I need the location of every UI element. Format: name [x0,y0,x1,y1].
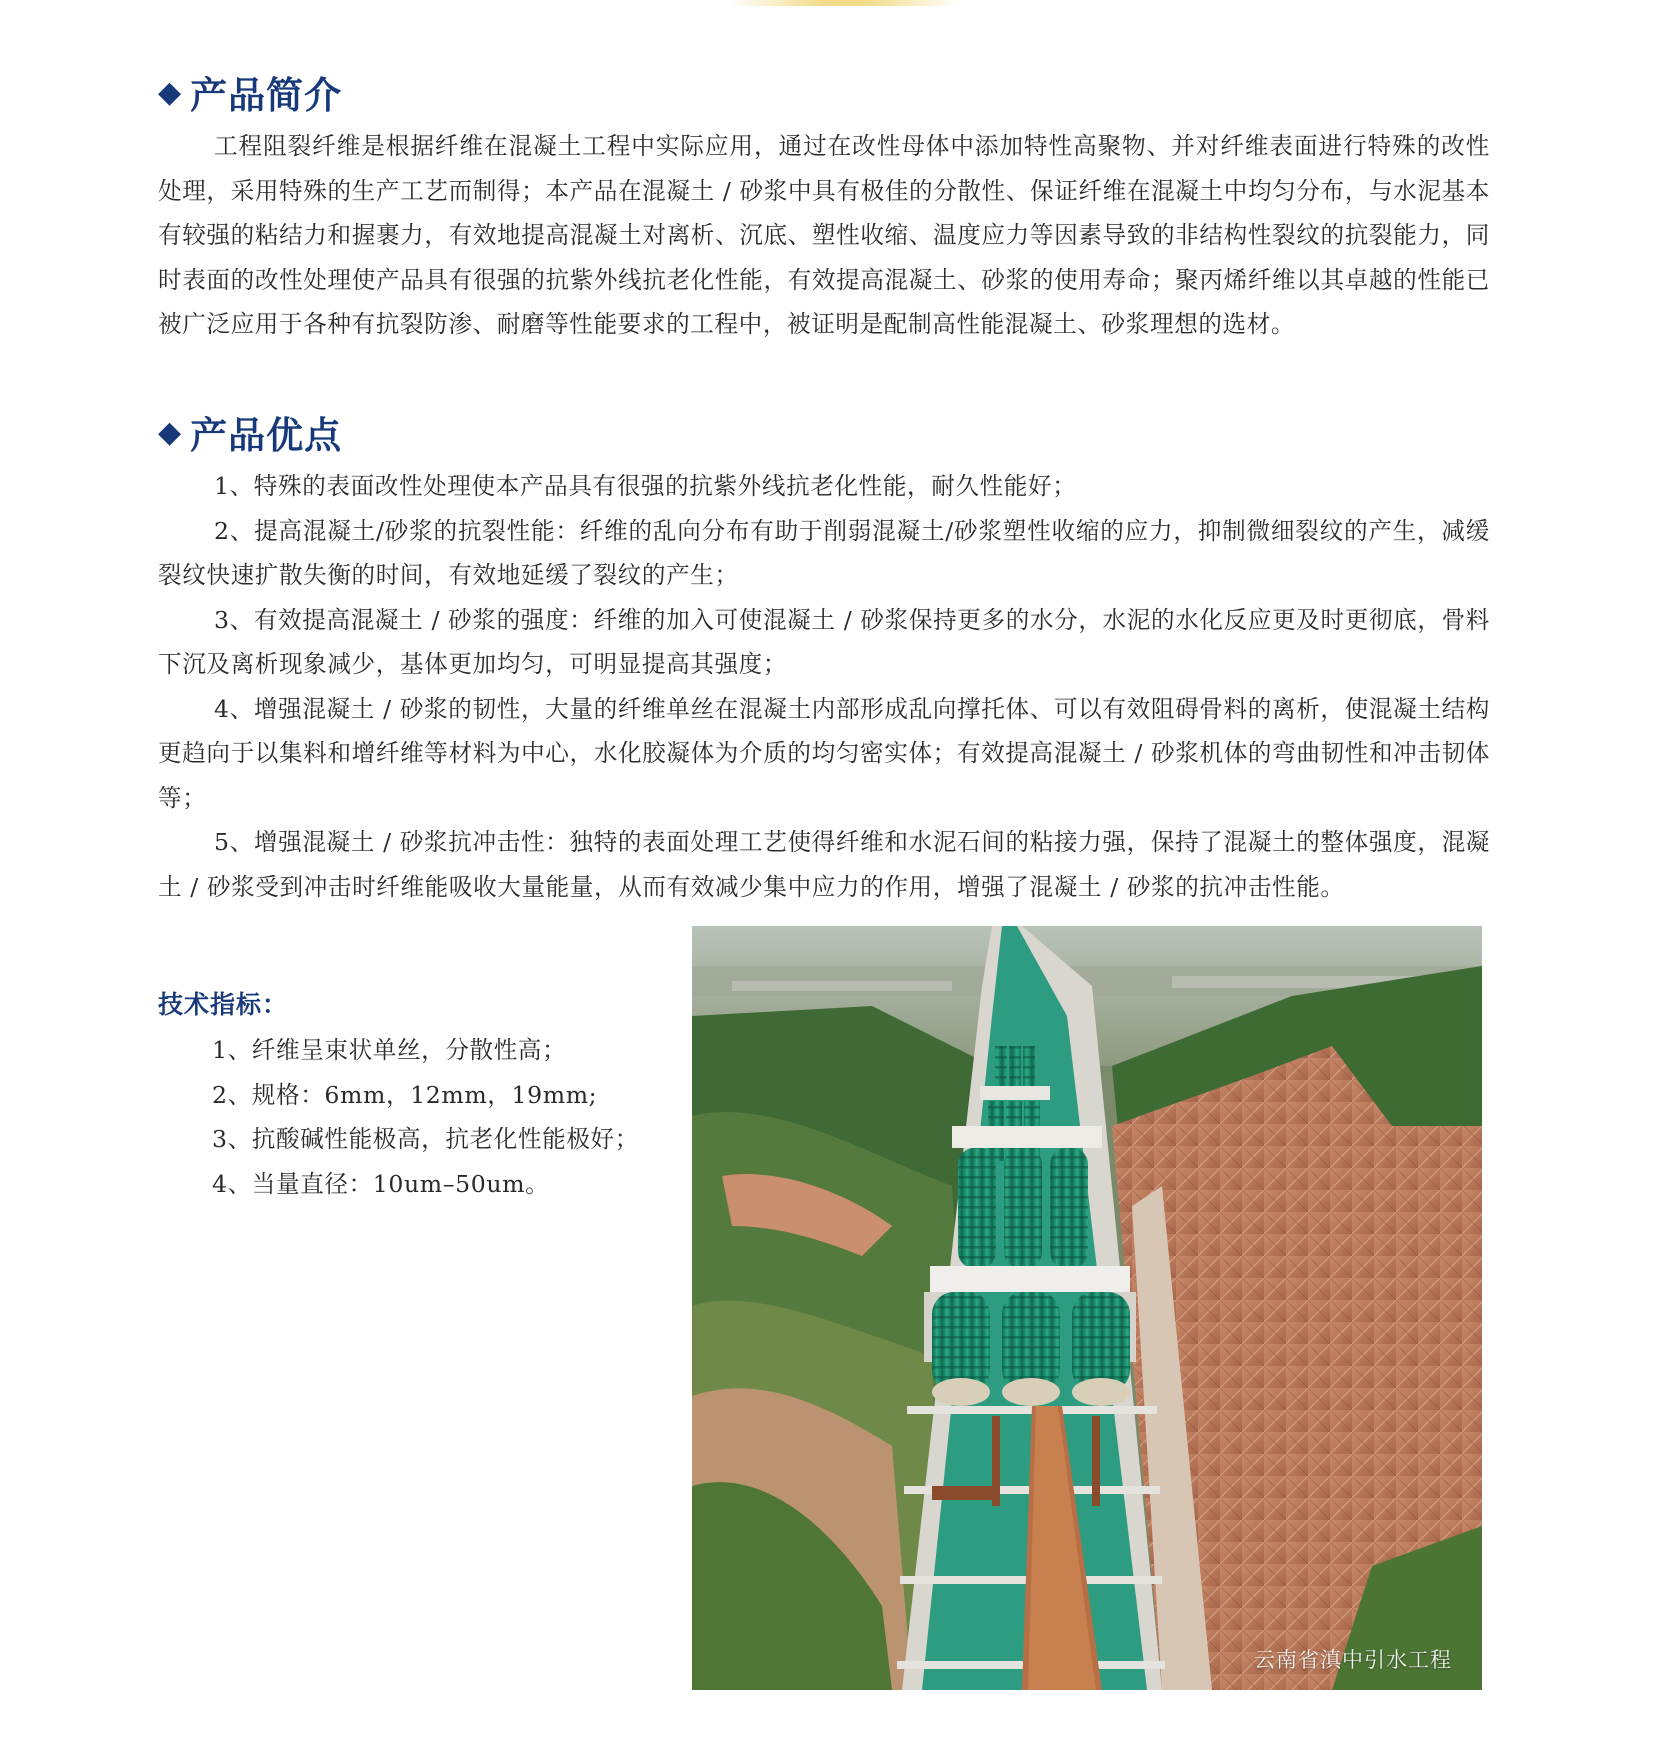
project-photo [692,926,1482,1690]
advantages-heading [158,402,342,462]
tech-list [212,1028,682,1206]
advantage-item-5: 5、增强混凝土 / 砂浆抗冲击性：独特的表面处理工艺使得纤维和水泥石间的粘接力强，保持了混凝土的整体强度，混凝土 / 砂浆受到冲击时纤维能吸收大量能量，从而有效减少集中应力的作用，增强了混凝土 / 砂浆的抗冲击性能。 [158,828,1490,901]
advantage-item-4: 4、增强混凝土 / 砂浆的韧性，大量的纤维单丝在混凝土内部形成乱向撑托体、可以有效阻碍骨料的离析，使混凝土结构更趋向于以集料和增纤维等材料为中心，水化胶凝体为介质的均匀密实体；有效提高混凝土 / 砂浆机体的弯曲韧性和冲击韧体等； [158,694,1490,812]
intro-heading [158,62,342,122]
diamond-bullet-icon: ◆ [158,414,183,450]
intro-paragraph: 工程阻裂纤维是根据纤维在混凝土工程中实际应用，通过在改性母体中添加特性高聚物、并对纤维表面进行特殊的改性处理，采用特殊的生产工艺而制得；本产品在混凝土 / 砂浆中具有极佳的分散性、保证纤维在混凝土中均匀分布，与水泥基本有较强的粘结力和握裹力，有效地提高混凝土对离析、沉底、塑性收缩、温度应力等因素导致的非结构性裂纹的抗裂能力，同时表面的改性处理使产品具有很强的抗紫外线抗老化性能，有效提高混凝土、砂浆的使用寿命；聚丙烯纤维以其卓越的性能已被广泛应用于各种有抗裂防渗、耐磨等性能要求的工程中，被证明是配制高性能混凝土、砂浆理想的选材。 [158,132,1490,338]
top-decoration [730,0,960,6]
diamond-bullet-icon: ◆ [158,74,183,110]
tech-item-4: 4、当量直径：10um–50um。 [212,1169,550,1198]
tech-item-2: 2、规格：6mm，12mm，19mm; [212,1080,598,1109]
photo-caption: 云南省滇中引水工程 [1254,1648,1452,1672]
advantages-list [158,464,1490,909]
aqueduct-illustration [692,926,1482,1690]
tech-title: 技术指标： [158,990,289,1019]
intro-title: 产品简介 [190,74,343,117]
tech-item-3: 3、抗酸碱性能极高，抗老化性能极好； [212,1125,639,1153]
advantage-item-2: 2、提高混凝土/砂浆的抗裂性能：纤维的乱向分布有助于削弱混凝土/砂浆塑性收缩的应力，抑制微细裂纹的产生，减缓裂纹快速扩散失衡的时间，有效地延缓了裂纹的产生； [158,516,1490,589]
advantages-title: 产品优点 [190,414,343,457]
advantage-item-1: 1、特殊的表面改性处理使本产品具有很强的抗紫外线抗老化性能，耐久性能好； [214,472,1077,500]
intro-body [158,124,1490,347]
tech-item-1: 1、纤维呈束状单丝，分散性高； [212,1036,567,1064]
advantage-item-3: 3、有效提高混凝土 / 砂浆的强度：纤维的加入可使混凝土 / 砂浆保持更多的水分，水泥的水化反应更及时更彻底，骨料下沉及离析现象减少，基体更加均匀，可明显提高其强度； [158,605,1490,678]
